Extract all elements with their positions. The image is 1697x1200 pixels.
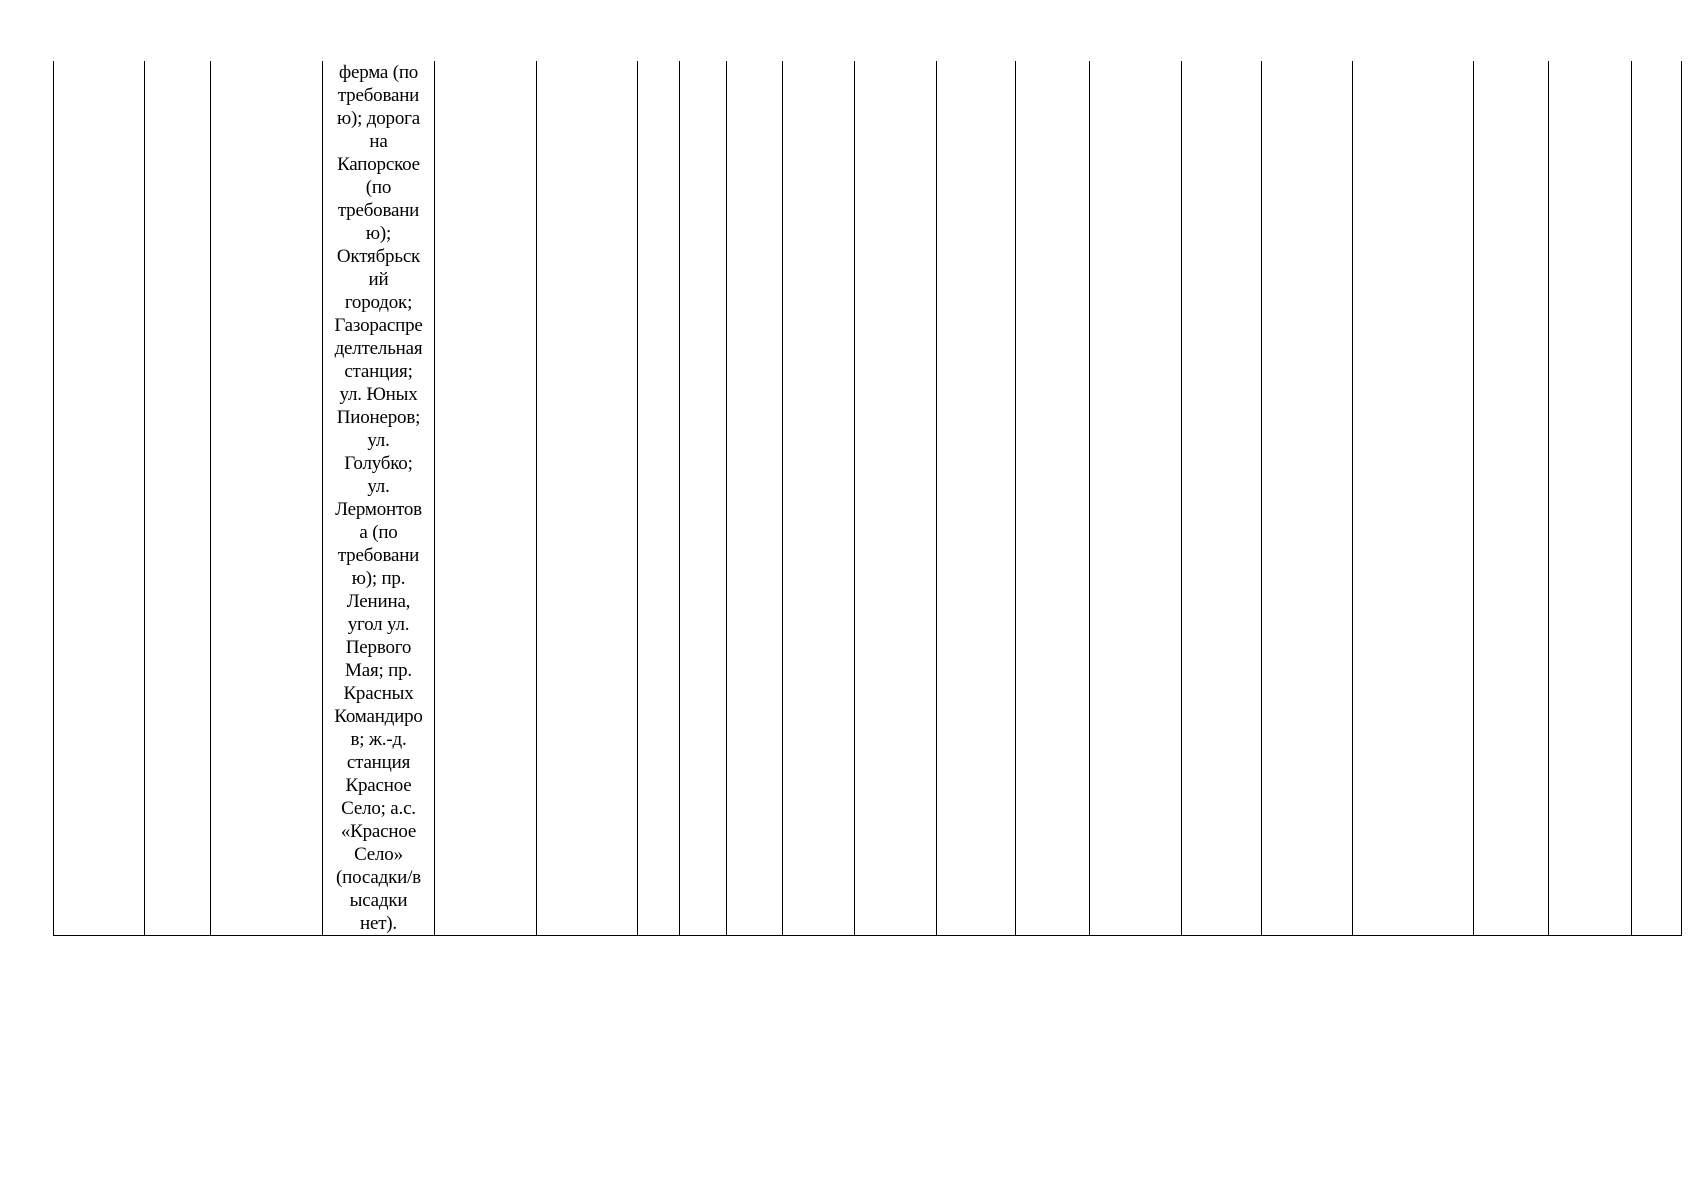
route-line: Первого — [345, 637, 412, 658]
route-line: ий — [368, 269, 389, 290]
table-cell — [783, 61, 855, 936]
route-line: Село» — [354, 844, 403, 865]
table-cell — [435, 61, 537, 936]
table-cell — [537, 61, 638, 936]
route-line: ферма (по — [338, 62, 419, 83]
schedule-table — [53, 61, 1682, 936]
table-cell — [1090, 61, 1182, 936]
route-line: а (по — [359, 522, 398, 543]
route-line: нет). — [360, 913, 397, 934]
route-line: ю); — [365, 223, 392, 244]
route-line: на — [369, 131, 388, 152]
route-line: угол ул. — [347, 614, 410, 635]
route-stops-text — [323, 61, 434, 935]
route-line: Газораспре — [334, 315, 423, 336]
route-line: ул. — [367, 430, 390, 451]
route-line: Село; а.с. — [341, 798, 416, 819]
route-line: «Красное — [340, 821, 417, 842]
route-line: (по — [365, 177, 392, 198]
route-line: Лермонтов — [335, 499, 422, 520]
route-line: станция; — [344, 361, 413, 382]
table-cell — [1474, 61, 1549, 936]
table-cell — [211, 61, 323, 936]
table-cell — [1262, 61, 1353, 936]
route-line: Октябрьск — [336, 246, 421, 267]
route-line: ул. Юных — [339, 384, 418, 405]
route-stops-cell — [323, 61, 435, 936]
table-cell — [145, 61, 211, 936]
table-row — [54, 61, 1682, 936]
route-line: требовани — [337, 85, 420, 106]
route-line: ул. — [367, 476, 390, 497]
table-cell — [54, 61, 145, 936]
route-line: Ленина, — [346, 591, 411, 612]
table-cell — [1632, 61, 1682, 936]
route-line: городок; — [344, 292, 413, 313]
route-line: ю); пр. — [351, 568, 406, 589]
route-line: станция — [346, 752, 411, 773]
route-line: Красное — [345, 775, 412, 796]
route-line: требовани — [337, 200, 420, 221]
route-line: Капорское — [337, 154, 420, 175]
route-line: ю); дорога — [337, 108, 420, 129]
table-cell — [1353, 61, 1474, 936]
route-line: Голубко; — [344, 453, 413, 474]
table-cell — [680, 61, 727, 936]
route-line: Мая; пр. — [345, 660, 412, 681]
table-cell — [855, 61, 937, 936]
route-line: Пионеров; — [336, 407, 421, 428]
route-line: требовани — [337, 545, 420, 566]
table-cell — [1549, 61, 1632, 936]
table-cell — [727, 61, 783, 936]
route-line: ысадки — [349, 890, 408, 911]
table-cell — [638, 61, 680, 936]
route-line: (посадки/в — [336, 867, 421, 888]
table-cell — [1182, 61, 1262, 936]
route-line: в; ж.-д. — [350, 729, 407, 750]
route-line: Красных — [343, 683, 414, 704]
table-cell — [937, 61, 1016, 936]
table-cell — [1016, 61, 1090, 936]
route-line: Командиро — [334, 706, 423, 727]
route-line: делтельная — [334, 338, 423, 359]
